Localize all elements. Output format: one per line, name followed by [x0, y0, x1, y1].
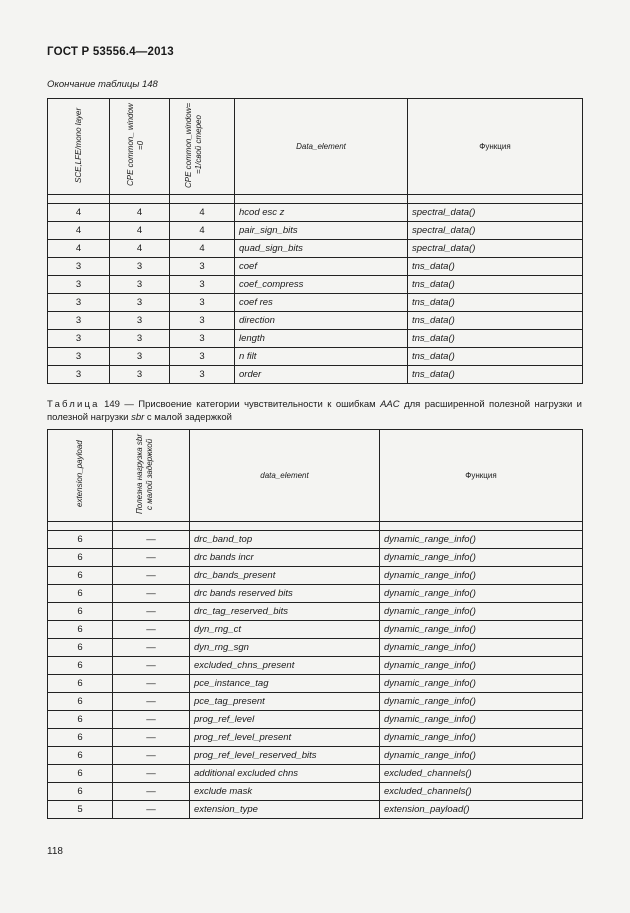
table-cell: dynamic_range_info() [380, 603, 583, 621]
table-cell: 3 [110, 258, 170, 276]
header-spacer-row [48, 522, 583, 531]
table-cell: quad_sign_bits [235, 240, 408, 258]
table-cell: dynamic_range_info() [380, 657, 583, 675]
table-148-body [48, 204, 583, 384]
table-cell: 3 [48, 294, 110, 312]
table-row [48, 549, 583, 567]
table-row [48, 783, 583, 801]
table-row [48, 765, 583, 783]
table-cell: 6 [48, 549, 113, 567]
table-cell: dynamic_range_info() [380, 711, 583, 729]
table-148-caption: Окончание таблицы 148 [47, 79, 158, 90]
table-cell: dynamic_range_info() [380, 531, 583, 549]
table-cell: — [113, 603, 190, 621]
table-cell: drc_band_top [190, 531, 380, 549]
table-cell: additional excluded chns [190, 765, 380, 783]
table-cell: 3 [170, 330, 235, 348]
page-number: 118 [47, 846, 63, 857]
table-cell: dynamic_range_info() [380, 693, 583, 711]
table-148 [47, 98, 583, 384]
table-149 [47, 429, 583, 819]
table-row [48, 258, 583, 276]
table-cell: excluded_channels() [380, 765, 583, 783]
header-sce-lfe: SCE,LFE/mono layer [48, 99, 110, 195]
table-cell: spectral_data() [408, 204, 583, 222]
document-header: ГОСТ Р 53556.4—2013 [47, 46, 174, 58]
table-row [48, 801, 583, 819]
table-cell: dynamic_range_info() [380, 675, 583, 693]
table-cell: 5 [48, 801, 113, 819]
table-cell: — [113, 693, 190, 711]
table-cell: 3 [48, 312, 110, 330]
table-cell: order [235, 366, 408, 384]
table-cell: 3 [170, 276, 235, 294]
table-cell: — [113, 675, 190, 693]
table-cell: 6 [48, 747, 113, 765]
table-cell: dynamic_range_info() [380, 585, 583, 603]
table-cell: 3 [48, 366, 110, 384]
table-cell: 6 [48, 639, 113, 657]
table-cell: 3 [110, 366, 170, 384]
table-cell: hcod esc z [235, 204, 408, 222]
table-cell: excluded_channels() [380, 783, 583, 801]
header-sbr-payload: Полезна нагрузка sbr с малой задержкой [113, 430, 190, 522]
table-cell: tns_data() [408, 312, 583, 330]
table-cell: dynamic_range_info() [380, 639, 583, 657]
table-149-body [48, 531, 583, 819]
table-cell: dynamic_range_info() [380, 567, 583, 585]
table-cell: length [235, 330, 408, 348]
table-cell: — [113, 531, 190, 549]
table-cell: 3 [170, 294, 235, 312]
table-cell: — [113, 747, 190, 765]
table-149-caption: Таблица 149 — Присвоение категории чувствительности к ошибкам AAC для расширенной полезной нагрузки и полезной нагрузки sbr с малой задержкой [47, 399, 582, 423]
table-cell: 4 [170, 204, 235, 222]
header-data-element: Data_element [235, 99, 408, 195]
table-cell: coef res [235, 294, 408, 312]
table-cell: 3 [48, 330, 110, 348]
table-row [48, 729, 583, 747]
table-cell: spectral_data() [408, 240, 583, 258]
table-row [48, 531, 583, 549]
table-row [48, 621, 583, 639]
table-row [48, 348, 583, 366]
table-cell: — [113, 729, 190, 747]
table-cell: 3 [170, 348, 235, 366]
table-cell: dynamic_range_info() [380, 747, 583, 765]
table-cell: drc_tag_reserved_bits [190, 603, 380, 621]
table-cell: extension_payload() [380, 801, 583, 819]
table-row [48, 330, 583, 348]
table-cell: drc bands reserved bits [190, 585, 380, 603]
table-cell: prog_ref_level_present [190, 729, 380, 747]
table-cell: tns_data() [408, 258, 583, 276]
table-cell: dyn_rng_ct [190, 621, 380, 639]
table-row [48, 204, 583, 222]
table-cell: pair_sign_bits [235, 222, 408, 240]
table-row [48, 711, 583, 729]
table-cell: 4 [110, 204, 170, 222]
table-cell: 4 [48, 222, 110, 240]
table-cell: extension_type [190, 801, 380, 819]
table-cell: 6 [48, 675, 113, 693]
header-cpe-window-0: CPE common_ window =0 [110, 99, 170, 195]
table-cell: 6 [48, 567, 113, 585]
header-spacer-row [48, 195, 583, 204]
table-cell: 3 [110, 276, 170, 294]
table-cell: 4 [110, 222, 170, 240]
table-cell: — [113, 801, 190, 819]
table-row [48, 657, 583, 675]
table-cell: 6 [48, 765, 113, 783]
table-row [48, 294, 583, 312]
table-row [48, 222, 583, 240]
table-cell: 6 [48, 693, 113, 711]
table-cell: 6 [48, 783, 113, 801]
table-cell: coef_compress [235, 276, 408, 294]
table-cell: tns_data() [408, 276, 583, 294]
table-cell: n filt [235, 348, 408, 366]
table-cell: — [113, 549, 190, 567]
table-row [48, 366, 583, 384]
header-extension-payload: extension_payload [48, 430, 113, 522]
table-cell: 6 [48, 657, 113, 675]
table-cell: 3 [48, 258, 110, 276]
table-cell: dynamic_range_info() [380, 729, 583, 747]
table-cell: pce_instance_tag [190, 675, 380, 693]
table-cell: 3 [170, 258, 235, 276]
table-cell: — [113, 765, 190, 783]
table-row [48, 693, 583, 711]
table-row [48, 585, 583, 603]
table-cell: drc_bands_present [190, 567, 380, 585]
table-cell: coef [235, 258, 408, 276]
table-row [48, 312, 583, 330]
table-cell: spectral_data() [408, 222, 583, 240]
table-row [48, 567, 583, 585]
table-cell: 3 [48, 276, 110, 294]
table-row [48, 639, 583, 657]
header-cpe-window-1: CPE common_window= =1/свой стерео [170, 99, 235, 195]
header-data-element: data_element [190, 430, 380, 522]
table-cell: — [113, 567, 190, 585]
table-row [48, 675, 583, 693]
table-cell: 4 [110, 240, 170, 258]
table-row [48, 603, 583, 621]
table-cell: 4 [48, 240, 110, 258]
table-cell: 3 [110, 312, 170, 330]
table-cell: 6 [48, 585, 113, 603]
table-cell: 3 [110, 294, 170, 312]
table-row [48, 747, 583, 765]
table-149-header-row [48, 430, 583, 522]
table-cell: pce_tag_present [190, 693, 380, 711]
table-cell: — [113, 621, 190, 639]
header-function: Функция [380, 430, 583, 522]
table-cell: direction [235, 312, 408, 330]
table-cell: 3 [110, 330, 170, 348]
table-cell: excluded_chns_present [190, 657, 380, 675]
table-cell: 4 [170, 222, 235, 240]
table-cell: 4 [170, 240, 235, 258]
table-cell: tns_data() [408, 366, 583, 384]
table-cell: 6 [48, 621, 113, 639]
table-cell: — [113, 639, 190, 657]
table-cell: drc bands incr [190, 549, 380, 567]
table-cell: 6 [48, 711, 113, 729]
table-cell: 3 [48, 348, 110, 366]
table-cell: 4 [48, 204, 110, 222]
table-cell: dynamic_range_info() [380, 549, 583, 567]
table-cell: dyn_rng_sgn [190, 639, 380, 657]
table-row [48, 276, 583, 294]
table-cell: prog_ref_level_reserved_bits [190, 747, 380, 765]
table-cell: 6 [48, 531, 113, 549]
table-cell: — [113, 783, 190, 801]
table-row [48, 240, 583, 258]
table-cell: dynamic_range_info() [380, 621, 583, 639]
table-cell: 3 [110, 348, 170, 366]
table-cell: prog_ref_level [190, 711, 380, 729]
table-cell: 6 [48, 729, 113, 747]
table-cell: exclude mask [190, 783, 380, 801]
table-cell: — [113, 657, 190, 675]
table-cell: 3 [170, 312, 235, 330]
table-cell: tns_data() [408, 330, 583, 348]
table-cell: — [113, 585, 190, 603]
table-148-header-row [48, 99, 583, 195]
table-cell: — [113, 711, 190, 729]
table-cell: 3 [170, 366, 235, 384]
table-cell: tns_data() [408, 294, 583, 312]
header-function: Функция [408, 99, 583, 195]
table-cell: tns_data() [408, 348, 583, 366]
table-cell: 6 [48, 603, 113, 621]
